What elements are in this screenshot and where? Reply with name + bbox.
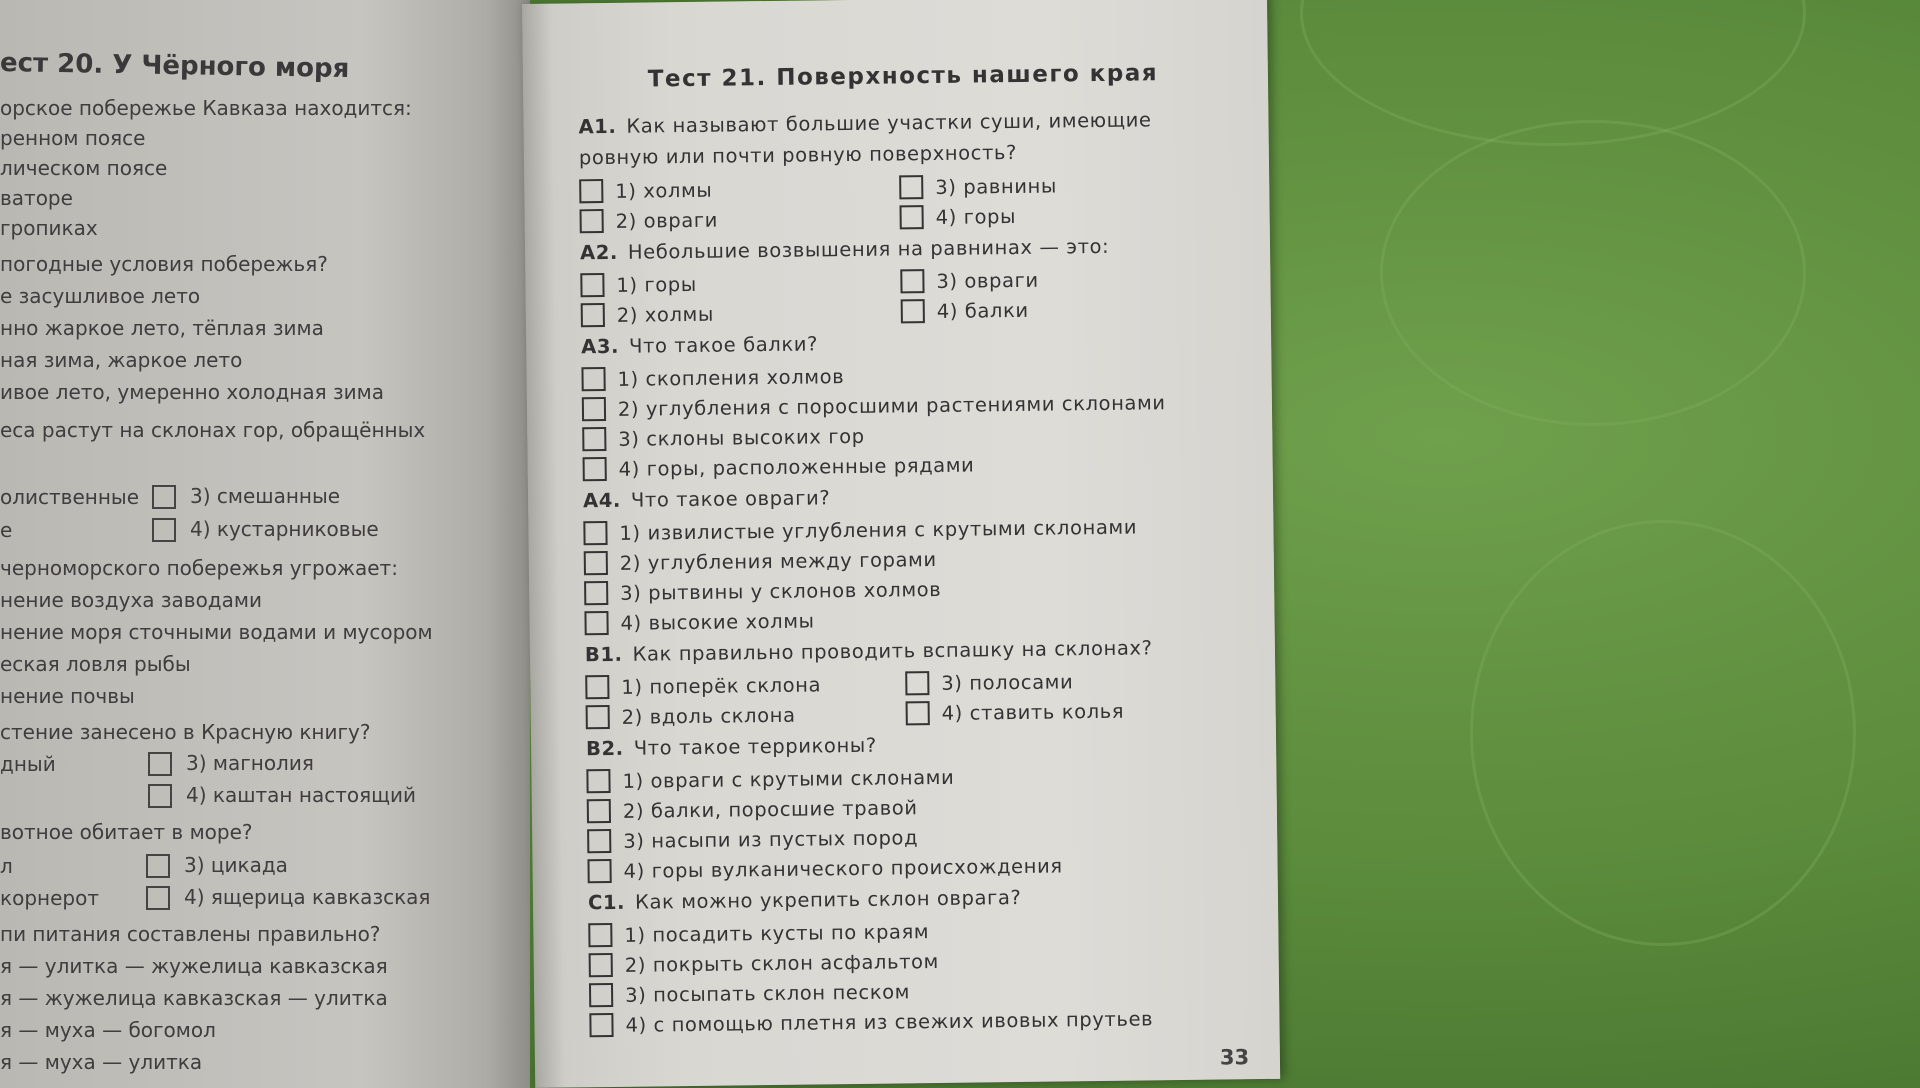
answer-label: 1) овраги с крутыми склонами xyxy=(622,765,955,793)
question-text: Как правильно проводить вспашку на склонах? xyxy=(632,636,1153,666)
answer-option[interactable] xyxy=(901,298,1029,324)
question-text-continued: ровную или почти ровную поверхность? xyxy=(578,140,1018,170)
answer-checkbox[interactable] xyxy=(580,209,604,233)
answer-label: 3) склоны высоких гор xyxy=(618,424,865,451)
answer-option: 4) каштан настоящий xyxy=(186,783,416,807)
page-title: Тест 21. Поверхность нашего края xyxy=(647,60,1159,93)
answer-label: 3) полосами xyxy=(941,669,1074,695)
left-text-line: я — улитка — жужелица кавказская xyxy=(0,954,388,978)
answer-option[interactable] xyxy=(583,453,975,482)
left-text-line: пи питания составлены правильно? xyxy=(0,922,381,946)
answer-checkbox[interactable] xyxy=(580,273,604,297)
answer-checkbox[interactable] xyxy=(899,175,923,199)
question-text: Как можно укрепить склон оврага? xyxy=(634,885,1022,914)
answer-checkbox[interactable] xyxy=(579,179,603,203)
answer-checkbox[interactable] xyxy=(899,205,923,229)
answer-option[interactable] xyxy=(588,919,929,947)
answer-checkbox[interactable] xyxy=(905,671,929,695)
answer-label: 1) скопления холмов xyxy=(617,364,845,391)
question-b2 xyxy=(586,734,877,761)
left-text-line: нение почвы xyxy=(0,684,135,708)
answer-label: 4) горы xyxy=(935,204,1017,229)
left-text-line: нение моря сточными водами и мусором xyxy=(0,620,433,644)
answer-label: 1) посадить кусты по краям xyxy=(624,919,930,947)
answer-option: 3) смешанные xyxy=(190,484,341,508)
answer-option[interactable] xyxy=(589,979,910,1007)
answer-label: 4) высокие холмы xyxy=(620,608,815,635)
answer-label: 2) вдоль склона xyxy=(621,703,796,729)
left-text-line: гропиках xyxy=(0,216,98,240)
left-page-title: ест 20. У Чёрного моря xyxy=(0,48,350,85)
left-text-line: вотное обитает в море? xyxy=(0,820,253,844)
answer-checkbox[interactable] xyxy=(583,521,607,545)
answer-checkbox[interactable] xyxy=(148,784,172,808)
answer-option[interactable] xyxy=(905,669,1073,695)
question-number: А2. xyxy=(579,240,619,265)
answer-label: 1) поперёк склона xyxy=(621,672,822,699)
question-a2 xyxy=(580,235,1110,264)
question-text: Как называют большие участки суши, имеющие xyxy=(626,108,1152,138)
answer-option[interactable] xyxy=(587,825,918,853)
answer-checkbox[interactable] xyxy=(587,799,611,823)
question-b1 xyxy=(585,636,1153,666)
answer-checkbox[interactable] xyxy=(588,923,612,947)
answer-label: 2) углубления между горами xyxy=(619,547,937,575)
answer-checkbox[interactable] xyxy=(582,427,606,451)
answer-option[interactable] xyxy=(899,173,1057,199)
question-a3 xyxy=(581,332,818,358)
left-text-line: я — муха — улитка xyxy=(0,1050,203,1074)
answer-option[interactable] xyxy=(587,853,1062,883)
answer-checkbox[interactable] xyxy=(582,397,606,421)
fabric-seam xyxy=(1300,0,1806,146)
left-text-line: нно жаркое лето, тёплая зима xyxy=(0,316,324,340)
question-text: Что такое терриконы? xyxy=(633,733,877,760)
left-text-line: лическом поясе xyxy=(0,156,168,180)
answer-checkbox[interactable] xyxy=(585,675,609,699)
answer-option[interactable] xyxy=(589,1006,1153,1037)
left-text-line: я — муха — богомол xyxy=(0,1018,216,1042)
left-text-line: орское побережье Кавказа находится: xyxy=(0,96,412,120)
answer-option[interactable] xyxy=(900,268,1039,294)
answer-option[interactable] xyxy=(580,272,697,297)
answer-label: 2) балки, поросшие травой xyxy=(622,795,918,823)
answer-option: 4) кустарниковые xyxy=(190,517,379,541)
answer-label: 3) рытвины у склонов холмов xyxy=(620,577,942,605)
answer-option[interactable] xyxy=(587,795,918,823)
answer-option[interactable] xyxy=(579,178,712,204)
answer-option[interactable] xyxy=(584,577,941,605)
answer-checkbox[interactable] xyxy=(584,611,608,635)
answer-option[interactable] xyxy=(586,703,796,730)
left-text-line: ивое лето, умеренно холодная зима xyxy=(0,380,384,404)
question-number: В1. xyxy=(584,642,623,667)
answer-label: 4) горы, расположенные рядами xyxy=(618,453,975,481)
left-text-line: я — жужелица кавказская — улитка xyxy=(0,986,388,1010)
left-text-line: е засушливое лето xyxy=(0,284,201,308)
answer-checkbox[interactable] xyxy=(148,752,172,776)
left-text-line: еская ловля рыбы xyxy=(0,652,191,676)
answer-label: 4) с помощью плетня из свежих ивовых прутьев xyxy=(625,1006,1154,1037)
answer-checkbox[interactable] xyxy=(583,457,607,481)
answer-label: 4) ставить колья xyxy=(941,699,1125,725)
answer-checkbox[interactable] xyxy=(587,859,611,883)
answer-checkbox[interactable] xyxy=(900,269,924,293)
question-text: Что такое балки? xyxy=(628,332,819,358)
answer-checkbox[interactable] xyxy=(152,485,176,509)
answer-checkbox[interactable] xyxy=(584,581,608,605)
answer-label: 4) горы вулканического происхождения xyxy=(623,853,1063,883)
answer-option: 4) ящерица кавказская xyxy=(184,885,431,909)
answer-checkbox[interactable] xyxy=(906,701,930,725)
answer-option[interactable] xyxy=(580,208,719,234)
question-number: А1. xyxy=(578,114,617,139)
left-text-line: е xyxy=(0,518,13,542)
answer-option[interactable] xyxy=(589,949,939,977)
answer-option[interactable] xyxy=(583,515,1137,546)
answer-option: 3) магнолия xyxy=(186,751,314,775)
answer-label: 2) покрыть склон асфальтом xyxy=(624,949,940,977)
answer-option[interactable] xyxy=(584,608,814,635)
answer-checkbox[interactable] xyxy=(584,551,608,575)
left-text-line: нение воздуха заводами xyxy=(0,588,262,612)
left-text-line: стение занесено в Красную книгу? xyxy=(0,720,371,744)
answer-checkbox[interactable] xyxy=(586,769,610,793)
question-number: С1. xyxy=(587,890,626,915)
answer-checkbox[interactable] xyxy=(589,983,613,1007)
answer-option: 3) цикада xyxy=(184,853,288,877)
answer-option[interactable] xyxy=(899,204,1016,229)
question-text: Что такое овраги? xyxy=(630,486,831,512)
question-number: А4. xyxy=(582,488,622,513)
left-page xyxy=(0,0,530,1088)
answer-option[interactable] xyxy=(581,302,714,328)
answer-option[interactable] xyxy=(581,364,844,391)
answer-checkbox[interactable] xyxy=(901,299,925,323)
question-number: А3. xyxy=(581,334,620,359)
left-text-line: ренном поясе xyxy=(0,126,146,150)
left-text-line: ваторе xyxy=(0,186,73,210)
left-text-line: л xyxy=(0,854,13,878)
answer-checkbox[interactable] xyxy=(589,1013,613,1037)
question-c1 xyxy=(588,886,1022,914)
answer-option[interactable] xyxy=(582,390,1166,421)
answer-label: 3) равнины xyxy=(935,173,1058,199)
right-page xyxy=(522,0,1280,1088)
answer-label: 2) холмы xyxy=(616,302,715,327)
answer-option[interactable] xyxy=(584,547,937,575)
answer-option[interactable] xyxy=(906,699,1125,726)
answer-label: 1) горы xyxy=(616,272,697,297)
left-text-line: погодные условия побережья? xyxy=(0,252,328,276)
answer-checkbox[interactable] xyxy=(589,953,613,977)
question-number: В2. xyxy=(585,736,624,761)
left-text-line: корнерот xyxy=(0,886,99,910)
left-text-line: олиственные xyxy=(0,485,140,509)
answer-label: 2) углубления с поросшими растениями склонами xyxy=(617,390,1166,421)
page-number: 33 xyxy=(1219,1045,1250,1070)
answer-checkbox[interactable] xyxy=(581,367,605,391)
answer-label: 4) балки xyxy=(936,298,1029,323)
question-a1 xyxy=(578,108,1151,138)
fabric-seam xyxy=(1380,120,1806,426)
fabric-seam xyxy=(1470,520,1856,946)
answer-checkbox[interactable] xyxy=(586,705,610,729)
answer-checkbox[interactable] xyxy=(581,303,605,327)
answer-label: 1) извилистые углубления с крутыми склонами xyxy=(619,515,1138,545)
answer-label: 3) насыпи из пустых пород xyxy=(623,825,919,853)
left-text-line: ная зима, жаркое лето xyxy=(0,348,243,372)
answer-option[interactable] xyxy=(585,672,821,699)
left-text-line: дный xyxy=(0,752,56,776)
answer-label: 1) холмы xyxy=(615,178,713,203)
answer-label: 2) овраги xyxy=(615,208,719,233)
answer-checkbox[interactable] xyxy=(587,829,611,853)
question-text: Небольшие возвышения на равнинах — это: xyxy=(627,234,1110,264)
answer-option[interactable] xyxy=(586,765,954,793)
answer-checkbox[interactable] xyxy=(146,854,170,878)
left-text-line: еса растут на склонах гор, обращённых xyxy=(0,418,426,442)
left-text-line: черноморского побережья угрожает: xyxy=(0,556,398,580)
answer-checkbox[interactable] xyxy=(146,886,170,910)
answer-checkbox[interactable] xyxy=(152,518,176,542)
answer-label: 3) овраги xyxy=(936,268,1039,293)
answer-label: 3) посыпать склон песком xyxy=(624,979,911,1007)
question-a4 xyxy=(583,486,830,512)
answer-option[interactable] xyxy=(582,424,865,451)
